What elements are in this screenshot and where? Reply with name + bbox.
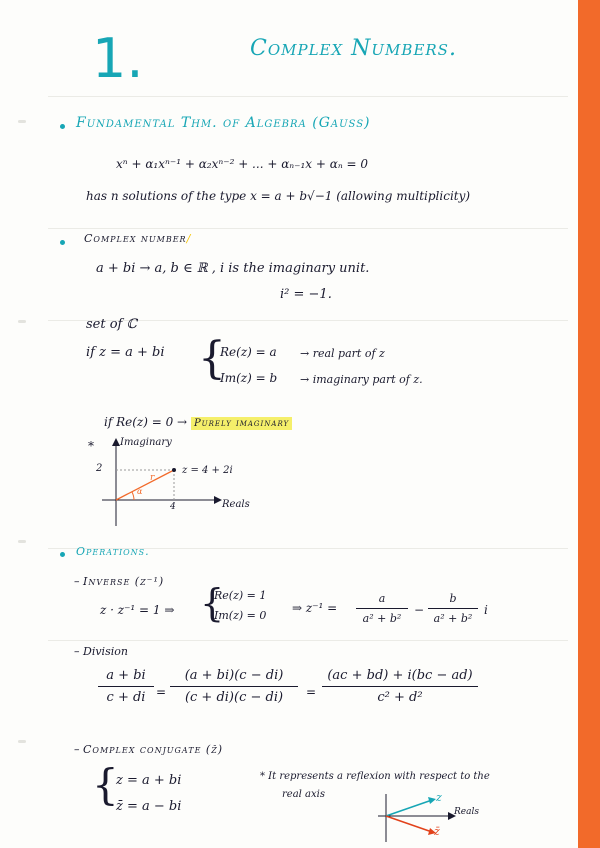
purely-imaginary-highlight: Purely imaginary [191, 417, 292, 430]
conj-note-1: * It represents a reflexion with respect to the [260, 771, 490, 782]
conj-reals-label: Reals [454, 807, 479, 817]
y-axis-arrow [112, 438, 120, 446]
plot-r-label: r [150, 473, 155, 483]
inverse-re: Re(z) = 1 [214, 589, 267, 602]
fta-equation: xⁿ + α₁xⁿ⁻¹ + α₂xⁿ⁻² + ... + αₙ₋₁x + αₙ = 0 [116, 157, 369, 171]
re-note: → real part of z [300, 347, 385, 360]
plot-angle-label: α [137, 487, 143, 496]
conj-zbar-vector [386, 816, 432, 832]
inverse-title: – Inverse (z⁻¹) [74, 575, 165, 588]
fta-statement: has n solutions of the type x = a + b√−1 (allowing multiplicity) [86, 189, 471, 203]
plot-y-tick: 2 [96, 463, 103, 474]
if-z-def: if z = a + bi [86, 345, 165, 360]
division-eq-1: = [156, 685, 167, 699]
inverse-im: Im(z) = 0 [214, 609, 267, 622]
set-of-c: set of ℂ [86, 317, 137, 332]
conjugate-diagram [372, 790, 482, 846]
notebook-page: 1. Complex Numbers. Fundamental Thm. of Algebra (Gauss) xⁿ + α₁xⁿ⁻¹ + α₂xⁿ⁻² + ... + αₙ₋₁x + αₙ = 0 has n solutions of the type x = a + b√−1 (allowing multiplicity) Complex number/ a + bi → a, b ∈ ℝ , i is the imaginary unit. i² = −1. set of ℂ if z = a + bi { Re(z) = a → real part of z Im(z) = b → imaginary part of z. if Re(z) = 0 → Purely imaginary * Imaginary Reals 2 4 z = 4 + 2i r α Operations. – Inverse (z⁻¹) z · z⁻¹ = 1 ⇒ { Re(z) = 1 Im(z) = 0 ⇒ z⁻¹ = a a² + b² − b a² + b² i – Division a + bi c + di = (a + bi)(c − di) (c + di)(c − di) = (ac + bd) + i(bc − ad) c² + d² – Complex conjugate (z̄) { z = a + bi z̄ = a − bi * It represents a reflexion with respect to the real axis z z̄ Reals [0, 0, 600, 848]
division-frac-1: a + bi c + di [98, 668, 154, 705]
conj-z: z = a + bi [116, 773, 182, 788]
conj-z-vector [386, 800, 432, 816]
conj-zbar: z̄ = a − bi [116, 799, 182, 814]
orange-page-edge [578, 0, 600, 848]
fta-heading: Fundamental Thm. of Algebra (Gauss) [76, 115, 371, 131]
vector-r [116, 470, 174, 500]
inverse-i: i [484, 603, 488, 617]
plot-x-label: Reals [222, 499, 250, 510]
conj-zbar-label: z̄ [434, 825, 440, 838]
division-title: – Division [74, 645, 128, 658]
complex-number-heading: Complex number/ [84, 232, 192, 245]
chapter-title: Complex Numbers. [250, 36, 457, 61]
inverse-lhs: z · z⁻¹ = 1 ⇒ [100, 603, 175, 617]
im-note: → imaginary part of z. [300, 373, 423, 386]
chapter-number: 1. [92, 27, 144, 90]
inverse-frac-2: b a² + b² [428, 592, 478, 625]
division-frac-2: (a + bi)(c − di) (c + di)(c − di) [170, 668, 298, 705]
plot-x-tick: 4 [170, 502, 176, 512]
inverse-minus: − [414, 603, 425, 617]
purely-imaginary-line: if Re(z) = 0 → Purely imaginary [104, 416, 292, 429]
conjugate-title: – Complex conjugate (z̄) [74, 743, 224, 756]
division-frac-3: (ac + bd) + i(bc − ad) c² + d² [322, 668, 478, 705]
point-z [172, 468, 176, 472]
conj-note-2: real axis [282, 789, 325, 800]
x-axis-arrow [214, 496, 222, 504]
plot-y-label: Imaginary [120, 437, 172, 448]
im-def: Im(z) = b [220, 371, 278, 385]
i-squared: i² = −1. [280, 287, 332, 302]
conj-z-label: z [436, 791, 442, 804]
re-def: Re(z) = a [220, 345, 277, 359]
inverse-frac-1: a a² + b² [356, 592, 408, 625]
operations-heading: Operations. [76, 545, 150, 558]
inverse-arrow: ⇒ z⁻¹ = [292, 601, 338, 615]
plot-point-label: z = 4 + 2i [182, 465, 233, 476]
division-eq-2: = [306, 685, 317, 699]
complex-plane-plot [90, 436, 280, 532]
complex-def-line: a + bi → a, b ∈ ℝ , i is the imaginary unit. [96, 261, 370, 276]
